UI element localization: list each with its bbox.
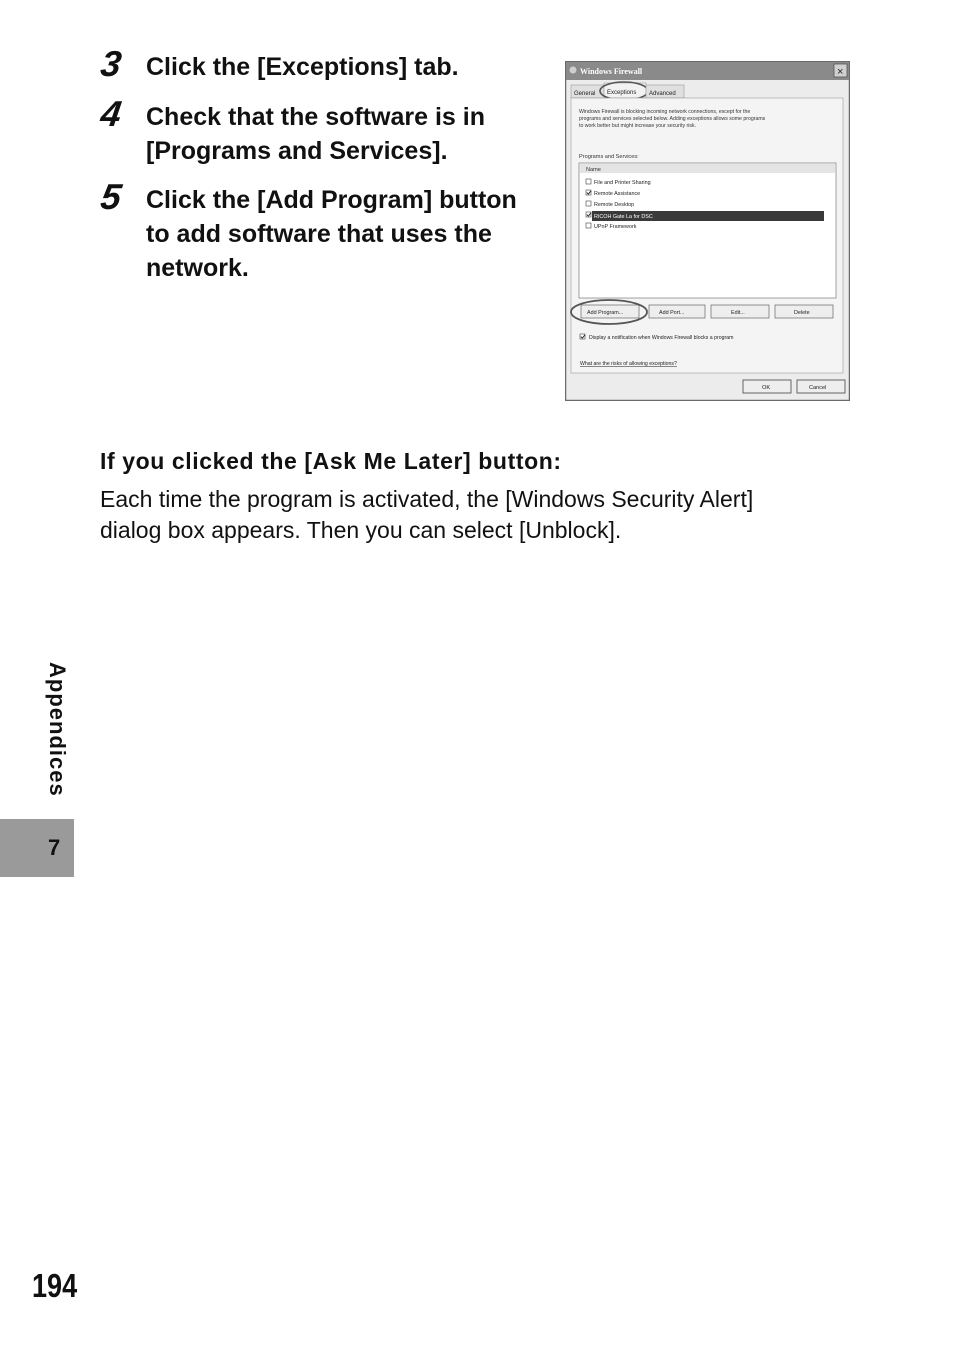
step-4-line-2: [Programs and Services]. (146, 137, 448, 165)
tab-advanced[interactable]: Advanced (649, 91, 676, 97)
program-upnp[interactable]: UPnP Framework (594, 224, 637, 230)
step-4-line-1: Check that the software is in (146, 103, 485, 131)
edit-label: Edit... (731, 310, 745, 316)
chapter-tab (0, 819, 74, 877)
program-file-printer[interactable]: File and Printer Sharing (594, 180, 651, 186)
column-header-name: Name (586, 167, 601, 173)
windows-firewall-screenshot (565, 61, 850, 401)
step-5-line-2: to add software that uses the (146, 220, 492, 248)
step-4-number: 4 (98, 93, 123, 134)
step-3-number: 3 (98, 43, 123, 84)
step-5-text (146, 183, 517, 285)
add-port-label: Add Port... (659, 310, 685, 316)
notify-label: Display a notification when Windows Firewall blocks a program (589, 335, 734, 341)
step-5-number: 5 (98, 176, 123, 217)
note-body (100, 484, 860, 546)
list-label: Programs and Services: (579, 154, 639, 160)
tab-exceptions[interactable]: Exceptions (607, 90, 637, 96)
delete-label: Delete (794, 310, 810, 316)
window-title: Windows Firewall (580, 67, 643, 76)
program-remote-desktop[interactable]: Remote Desktop (594, 202, 635, 208)
note-body-line-2: dialog box appears. Then you can select [Unblock]. (100, 517, 622, 543)
add-program-label: Add Program... (587, 310, 624, 316)
cancel-label: Cancel (809, 385, 827, 391)
checkbox-file-printer[interactable] (586, 179, 591, 184)
note-body-line-1: Each time the program is activated, the [Windows Security Alert] (100, 486, 754, 512)
risks-link[interactable]: What are the risks of allowing exceptions? (580, 361, 677, 367)
note-heading: If you clicked the [Ask Me Later] button: (100, 448, 562, 474)
step-5-line-1: Click the [Add Program] button (146, 186, 517, 214)
close-icon: × (837, 66, 844, 78)
checkbox-remote-desktop[interactable] (586, 201, 591, 206)
program-remote-assistance[interactable]: Remote Assistance (594, 191, 641, 197)
step-5-line-3: network. (146, 254, 249, 282)
step-3-text (146, 50, 459, 84)
tab-general[interactable]: General (574, 91, 596, 97)
description-line-1: Windows Firewall is blocking incoming network connections, except for the (579, 109, 751, 115)
description-line-2: programs and services selected below. Adding exceptions allows some programs (579, 116, 766, 122)
section-label (20, 660, 94, 808)
chapter-number: 7 (48, 835, 61, 860)
firewall-icon (570, 67, 577, 74)
checkbox-upnp[interactable] (586, 223, 591, 228)
page-number: 194 (32, 1267, 78, 1304)
ok-label: OK (762, 385, 771, 391)
step-4-text (146, 100, 485, 168)
section-label-text: Appendices (45, 662, 70, 797)
program-ricoh[interactable]: RICOH Gate La for DSC (594, 214, 653, 220)
step-3-line-1: Click the [Exceptions] tab. (146, 53, 459, 81)
description-line-3: to work better but might increase your security risk. (579, 123, 697, 129)
